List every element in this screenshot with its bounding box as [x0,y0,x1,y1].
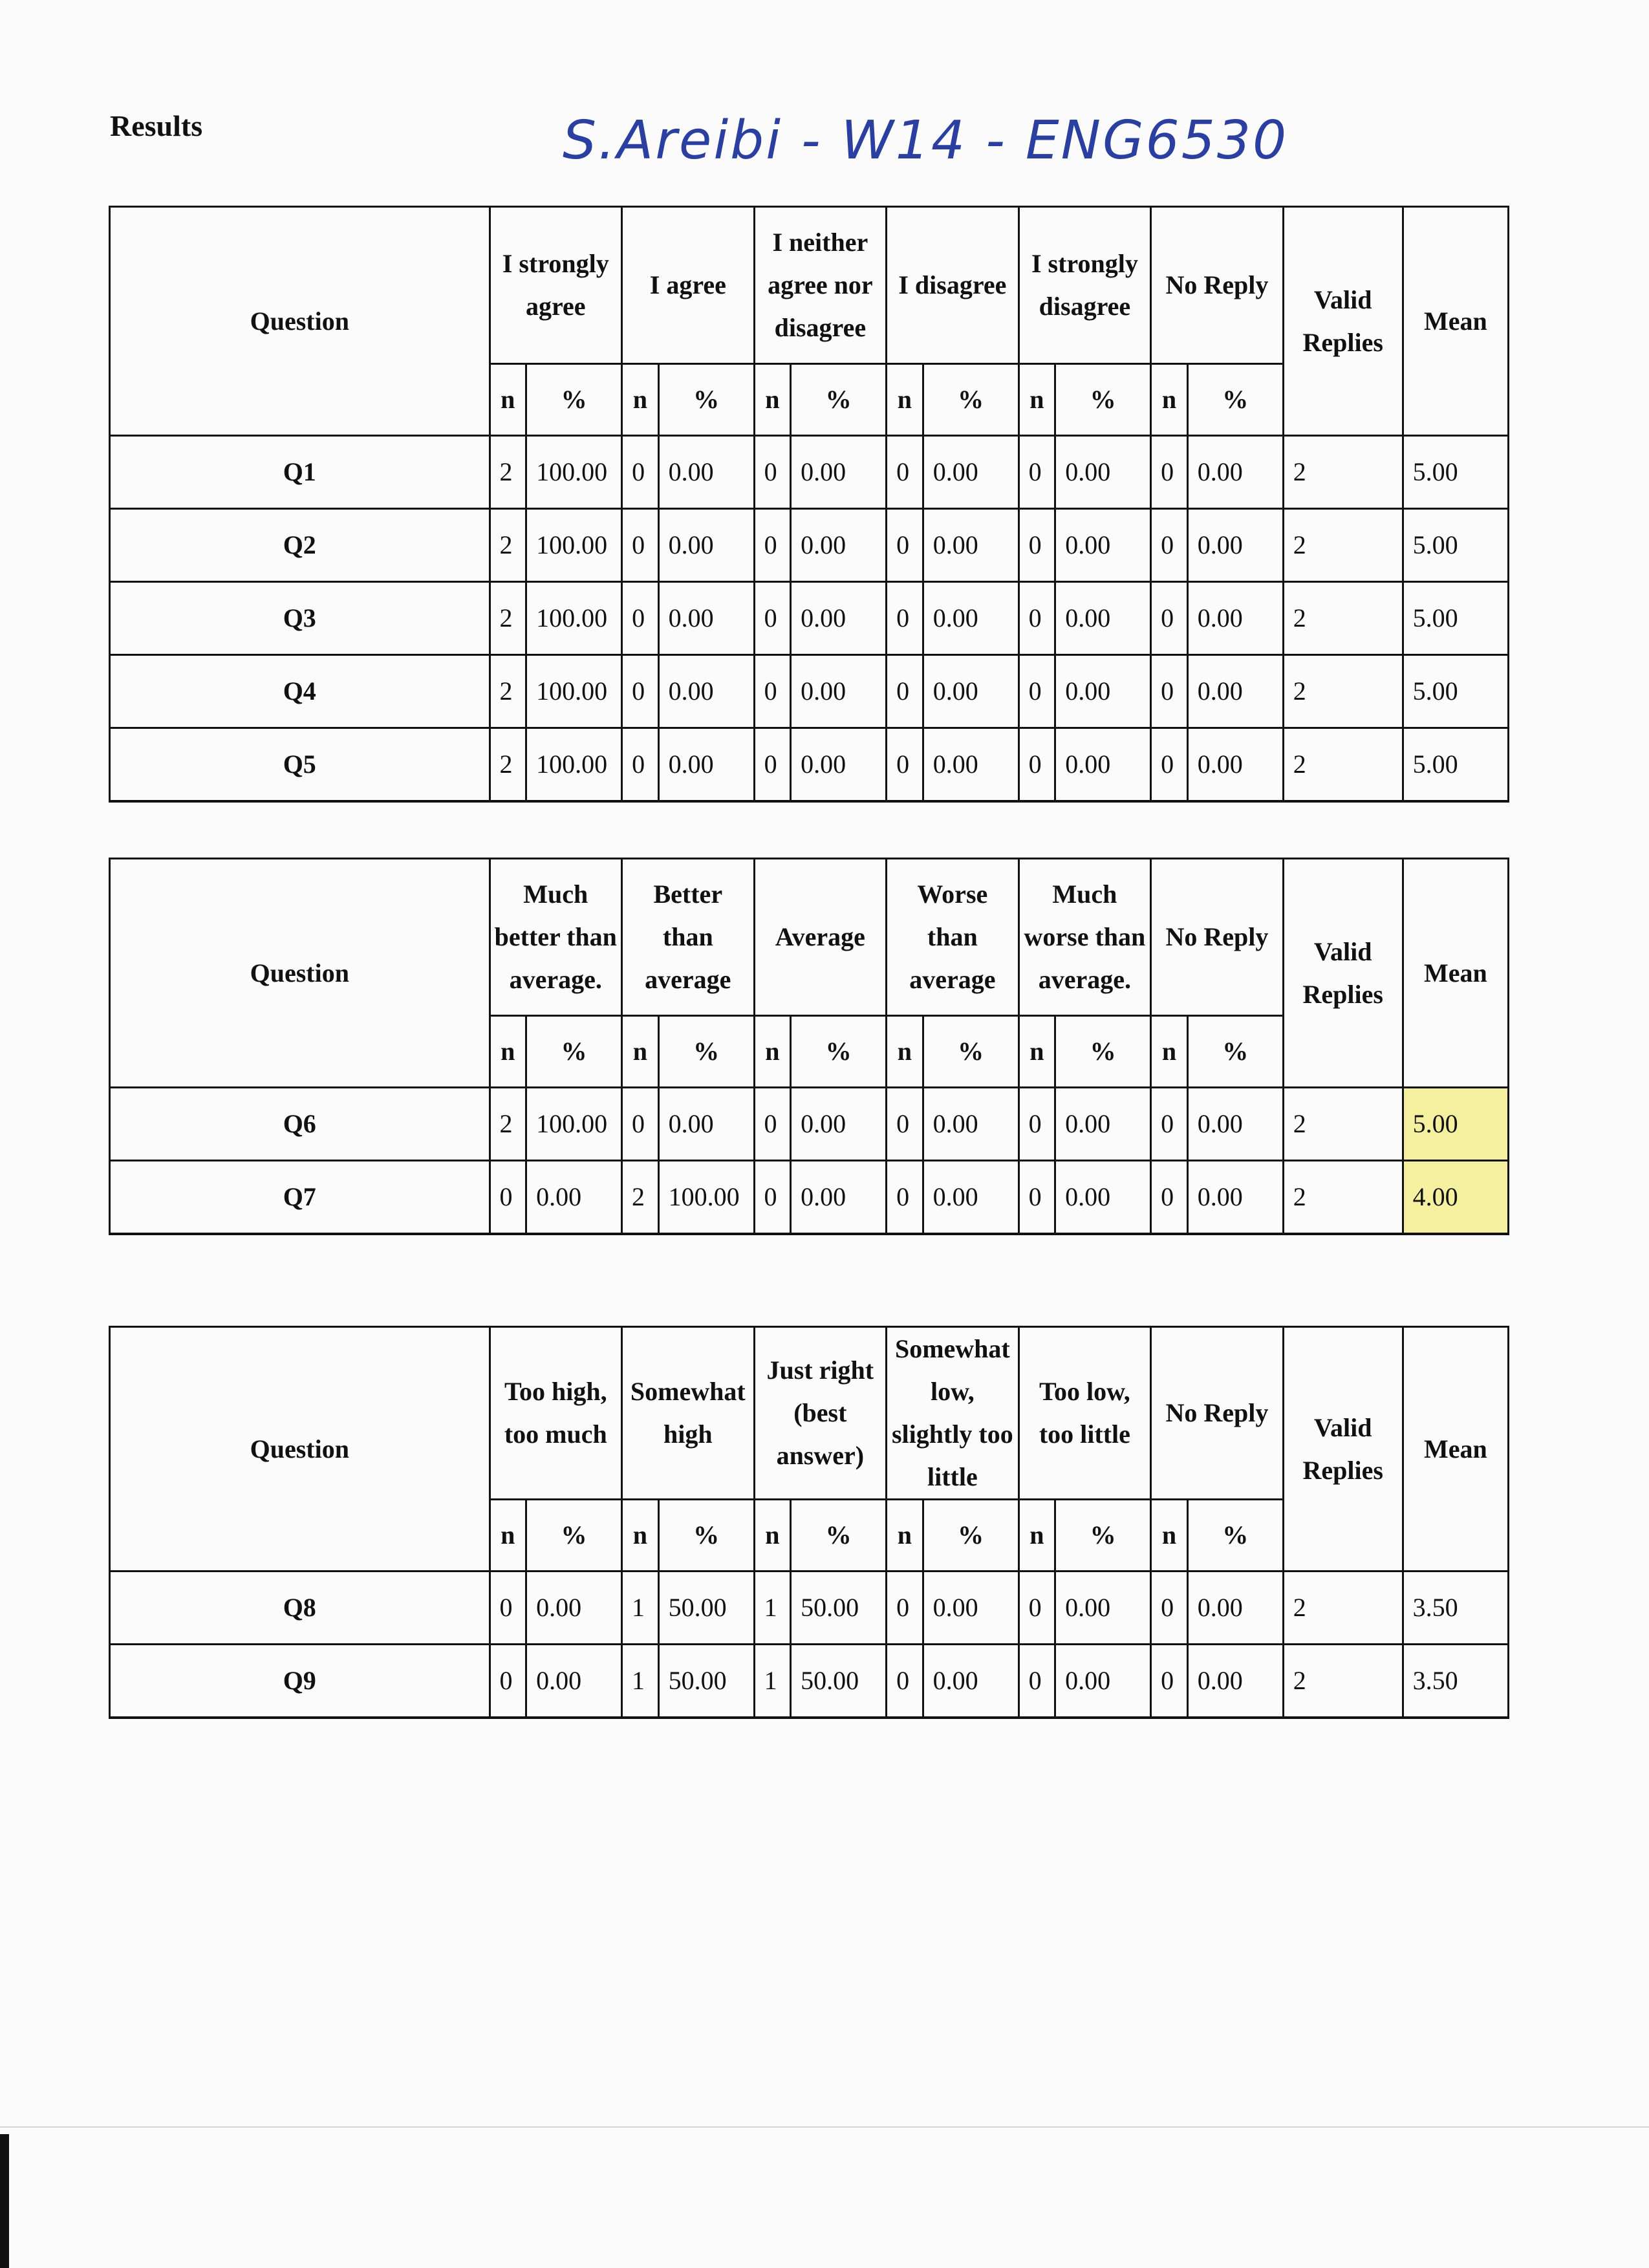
count-subheader: n [754,1500,791,1571]
response-group-header: No Reply [1151,859,1284,1016]
percent-cell: 0.00 [1055,1161,1151,1235]
mean-cell: 5.00 [1403,436,1508,509]
valid-replies-cell: 2 [1283,509,1403,582]
percent-cell: 0.00 [1187,1161,1283,1235]
response-group-header: I strongly disagree [1018,207,1151,364]
table-row [110,582,1509,655]
mean-cell-highlighted: 5.00 [1403,1088,1508,1161]
response-group-header: Much better than average. [490,859,622,1016]
percent-subheader: % [658,1016,754,1088]
percent-cell: 0.00 [791,509,887,582]
count-cell: 0 [1018,436,1055,509]
response-group-header: Too high, too much [490,1327,622,1500]
percent-cell: 0.00 [1187,655,1283,728]
mean-cell-highlighted: 4.00 [1403,1161,1508,1235]
response-group-header: Worse than average [887,859,1019,1016]
count-subheader: n [1018,1500,1055,1571]
percent-cell: 0.00 [526,1645,622,1718]
percent-cell: 0.00 [1187,582,1283,655]
percent-subheader: % [1187,364,1283,436]
count-cell: 0 [490,1645,526,1718]
count-subheader: n [622,1500,659,1571]
percent-cell: 0.00 [658,582,754,655]
count-cell: 0 [622,655,659,728]
percent-cell: 0.00 [1187,436,1283,509]
count-cell: 0 [1018,1088,1055,1161]
scan-edge [0,2134,9,2268]
response-group-header: No Reply [1151,207,1284,364]
percent-cell: 0.00 [1055,1088,1151,1161]
count-subheader: n [887,364,923,436]
percent-subheader: % [791,1500,887,1571]
count-cell: 0 [490,1571,526,1645]
page-title: Results [110,109,203,142]
percent-subheader: % [526,1016,622,1088]
percent-subheader: % [923,1016,1018,1088]
percent-cell: 0.00 [1055,582,1151,655]
response-group-header: I neither agree nor disagree [754,207,887,364]
count-cell: 1 [622,1645,659,1718]
count-subheader: n [1151,1016,1188,1088]
percent-cell: 0.00 [923,509,1018,582]
count-cell: 0 [887,582,923,655]
percent-cell: 50.00 [791,1571,887,1645]
count-cell: 0 [1151,1645,1188,1718]
percent-cell: 0.00 [923,1571,1018,1645]
mean-cell: 5.00 [1403,509,1508,582]
count-cell: 0 [622,582,659,655]
percent-cell: 0.00 [923,728,1018,802]
percent-subheader: % [1055,364,1151,436]
count-subheader: n [1018,1016,1055,1088]
count-cell: 0 [490,1161,526,1235]
percent-subheader: % [526,1500,622,1571]
response-group-header: I disagree [887,207,1019,364]
count-cell: 0 [1018,509,1055,582]
percent-cell: 100.00 [526,582,622,655]
count-cell: 2 [490,655,526,728]
count-cell: 0 [1018,728,1055,802]
percent-cell: 0.00 [923,1088,1018,1161]
valid-replies-cell: 2 [1283,728,1403,802]
percent-cell: 0.00 [658,1088,754,1161]
valid-replies-cell: 2 [1283,655,1403,728]
percent-cell: 100.00 [526,655,622,728]
count-cell: 0 [1018,1645,1055,1718]
count-cell: 2 [490,582,526,655]
percent-cell: 0.00 [791,582,887,655]
handwritten-note: S.Areibi - W14 - ENG6530 [563,110,1289,171]
table-row [110,1645,1509,1718]
table-row [110,1571,1509,1645]
percent-subheader: % [526,364,622,436]
table-row [110,655,1509,728]
percent-cell: 0.00 [1055,436,1151,509]
question-header: Question [110,859,490,1088]
count-cell: 0 [754,436,791,509]
valid-replies-header: Valid Replies [1283,1327,1403,1571]
count-cell: 0 [887,1571,923,1645]
question-label: Q3 [110,582,490,655]
count-cell: 0 [887,509,923,582]
results-table-comparison [109,858,1509,1235]
question-label: Q4 [110,655,490,728]
count-cell: 0 [887,1161,923,1235]
count-cell: 0 [754,582,791,655]
response-group-header: I strongly agree [490,207,622,364]
valid-replies-header: Valid Replies [1283,207,1403,436]
percent-cell: 0.00 [1055,655,1151,728]
count-cell: 0 [1018,1161,1055,1235]
response-group-header: Much worse than average. [1018,859,1151,1016]
percent-cell: 0.00 [791,655,887,728]
mean-cell: 5.00 [1403,582,1508,655]
mean-cell: 3.50 [1403,1571,1508,1645]
mean-header: Mean [1403,859,1508,1088]
valid-replies-cell: 2 [1283,1161,1403,1235]
percent-cell: 100.00 [526,509,622,582]
percent-cell: 0.00 [923,1161,1018,1235]
percent-cell: 0.00 [791,1088,887,1161]
count-subheader: n [490,1500,526,1571]
percent-cell: 100.00 [658,1161,754,1235]
count-cell: 2 [622,1161,659,1235]
count-subheader: n [754,364,791,436]
valid-replies-header: Valid Replies [1283,859,1403,1088]
percent-cell: 0.00 [791,1161,887,1235]
count-cell: 0 [1018,582,1055,655]
count-subheader: n [1151,364,1188,436]
percent-cell: 50.00 [658,1571,754,1645]
percent-subheader: % [658,364,754,436]
percent-cell: 0.00 [1187,1571,1283,1645]
percent-cell: 100.00 [526,436,622,509]
count-cell: 1 [754,1571,791,1645]
percent-cell: 0.00 [923,436,1018,509]
count-subheader: n [754,1016,791,1088]
count-cell: 0 [754,509,791,582]
count-cell: 0 [887,1088,923,1161]
question-label: Q1 [110,436,490,509]
percent-subheader: % [923,364,1018,436]
table-row [110,436,1509,509]
results-table-amount [109,1326,1509,1719]
count-cell: 0 [622,1088,659,1161]
percent-cell: 0.00 [658,509,754,582]
table-row [110,728,1509,802]
question-header: Question [110,207,490,436]
count-cell: 2 [490,728,526,802]
question-label: Q5 [110,728,490,802]
percent-subheader: % [791,364,887,436]
valid-replies-cell: 2 [1283,582,1403,655]
mean-cell: 3.50 [1403,1645,1508,1718]
count-cell: 0 [754,728,791,802]
count-cell: 0 [1151,582,1188,655]
count-cell: 0 [1151,436,1188,509]
percent-cell: 0.00 [923,1645,1018,1718]
percent-subheader: % [791,1016,887,1088]
count-cell: 0 [1018,1571,1055,1645]
percent-subheader: % [1055,1500,1151,1571]
count-subheader: n [490,364,526,436]
count-cell: 0 [1018,655,1055,728]
percent-cell: 0.00 [1055,1645,1151,1718]
mean-header: Mean [1403,1327,1508,1571]
count-cell: 1 [754,1645,791,1718]
question-label: Q8 [110,1571,490,1645]
response-group-header: Too low, too little [1018,1327,1151,1500]
count-cell: 0 [754,1161,791,1235]
percent-cell: 0.00 [1187,1645,1283,1718]
count-subheader: n [887,1016,923,1088]
percent-cell: 0.00 [1055,1571,1151,1645]
count-cell: 0 [887,436,923,509]
question-label: Q7 [110,1161,490,1235]
count-cell: 2 [490,1088,526,1161]
percent-cell: 0.00 [1187,509,1283,582]
count-cell: 0 [1151,1088,1188,1161]
table-row [110,1088,1509,1161]
count-cell: 0 [887,1645,923,1718]
count-cell: 0 [887,728,923,802]
percent-cell: 50.00 [658,1645,754,1718]
percent-cell: 0.00 [791,728,887,802]
percent-cell: 0.00 [1187,728,1283,802]
count-cell: 0 [754,655,791,728]
percent-subheader: % [1055,1016,1151,1088]
response-group-header: No Reply [1151,1327,1284,1500]
response-group-header: Just right (best answer) [754,1327,887,1500]
count-subheader: n [887,1500,923,1571]
percent-cell: 0.00 [791,436,887,509]
question-header: Question [110,1327,490,1571]
count-cell: 0 [1151,728,1188,802]
count-cell: 0 [1151,1571,1188,1645]
count-cell: 0 [1151,655,1188,728]
valid-replies-cell: 2 [1283,436,1403,509]
valid-replies-cell: 2 [1283,1088,1403,1161]
count-cell: 2 [490,436,526,509]
percent-cell: 0.00 [658,655,754,728]
count-cell: 2 [490,509,526,582]
mean-header: Mean [1403,207,1508,436]
response-group-header: I agree [622,207,755,364]
count-cell: 0 [1151,509,1188,582]
table-row [110,1161,1509,1235]
count-cell: 0 [887,655,923,728]
percent-cell: 100.00 [526,1088,622,1161]
percent-cell: 0.00 [923,655,1018,728]
count-cell: 0 [622,728,659,802]
count-cell: 0 [622,509,659,582]
percent-cell: 0.00 [1055,509,1151,582]
mean-cell: 5.00 [1403,728,1508,802]
count-cell: 0 [754,1088,791,1161]
percent-cell: 0.00 [1187,1088,1283,1161]
percent-cell: 0.00 [658,728,754,802]
question-label: Q2 [110,509,490,582]
percent-cell: 0.00 [658,436,754,509]
mean-cell: 5.00 [1403,655,1508,728]
percent-cell: 0.00 [1055,728,1151,802]
count-cell: 1 [622,1571,659,1645]
percent-subheader: % [923,1500,1018,1571]
percent-cell: 50.00 [791,1645,887,1718]
percent-cell: 0.00 [526,1161,622,1235]
response-group-header: Average [754,859,887,1016]
valid-replies-cell: 2 [1283,1571,1403,1645]
count-subheader: n [622,364,659,436]
response-group-header: Somewhat low, slightly too little [887,1327,1019,1500]
count-cell: 0 [622,436,659,509]
table-row [110,509,1509,582]
percent-subheader: % [1187,1500,1283,1571]
percent-cell: 0.00 [923,582,1018,655]
question-label: Q9 [110,1645,490,1718]
results-table-agreement [109,206,1509,803]
count-subheader: n [1018,364,1055,436]
scan-fold-line [0,2126,1649,2128]
valid-replies-cell: 2 [1283,1645,1403,1718]
count-subheader: n [490,1016,526,1088]
response-group-header: Somewhat high [622,1327,755,1500]
count-subheader: n [622,1016,659,1088]
percent-subheader: % [1187,1016,1283,1088]
percent-cell: 0.00 [526,1571,622,1645]
count-subheader: n [1151,1500,1188,1571]
percent-cell: 100.00 [526,728,622,802]
count-cell: 0 [1151,1161,1188,1235]
question-label: Q6 [110,1088,490,1161]
percent-subheader: % [658,1500,754,1571]
response-group-header: Better than average [622,859,755,1016]
